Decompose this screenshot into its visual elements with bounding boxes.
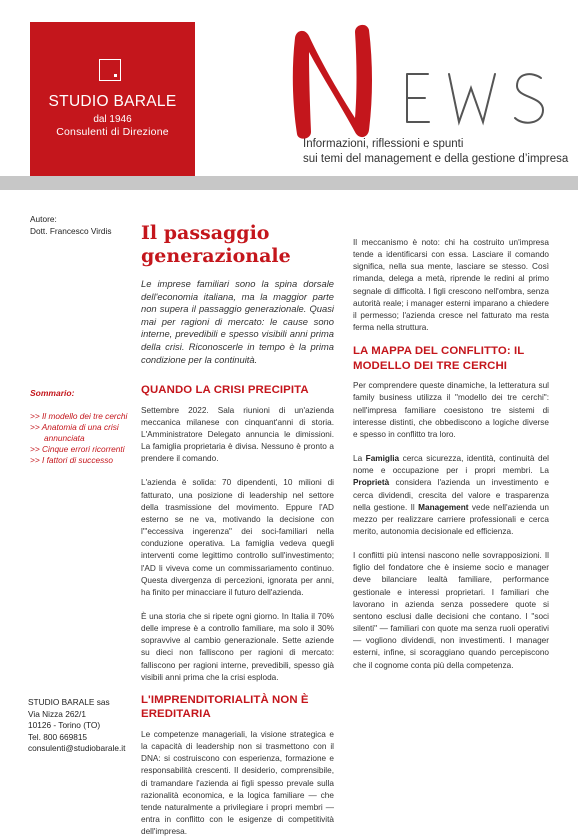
street-address: Via Nizza 262/1 [28,708,86,719]
paragraph: Settembre 2022. Sala riunioni di un'azienda meccanica milanese con cinquant'anni di storia. L'Amministratore Delegato annuncia le dimissioni. La famiglia proprietaria è divisa. Nessuno è pronto a prendere il comando. [141,405,334,464]
author-block [30,214,130,237]
summary-list [30,411,130,466]
logo-name: STUDIO BARALE [48,93,177,110]
phone-number: Tel. 800 669815 [28,731,88,742]
term-proprieta: Proprietà [353,478,390,488]
article-column-1 [141,222,334,838]
section-heading-conflict-map: LA MAPPA DEL CONFLITTO: IL MODELLO DEI TRE CERCHI [353,345,525,372]
author-label: Autore: [30,214,57,224]
article-title: Il passaggio generazionale [141,222,291,267]
tagline-line-1: Informazioni, riflessioni e spunti [303,138,464,150]
email-link[interactable]: consulenti@studiobarale.it [28,743,126,754]
summary-item[interactable]: >> Il modello dei tre cerchi [30,411,128,421]
logo-square-icon [99,59,121,81]
header-divider-band [0,176,578,190]
paragraph-three-circles: La Famiglia cerca sicurezza, identità, continuità del nome e occupazione per i propri membri. La Proprietà considera l'azienda un investimento e cerca dividendi, crescita del valore e trasparenza nella gestione. Il Management vede nell'azienda un mezzo per realizzare carriere professionali e cerca merito, autonomia decisionale ed efficienza. [353,454,550,536]
company-name: STUDIO BARALE sas [28,697,110,707]
term-famiglia: Famiglia [365,454,400,464]
tagline-line-2: sui temi del management e della gestione d’impresa [303,153,569,165]
section-heading-crisis: QUANDO LA CRISI PRECIPITA [141,384,309,397]
term-management: Management [418,502,469,512]
news-masthead [283,18,578,140]
logo-subtitle: Consulenti di Direzione [56,126,169,138]
paragraph: Il meccanismo è noto: chi ha costruito un'impresa tende a identificarsi con essa. Lasciare il comando significa, nella sua mente, lasciare se stesso. Così rimanda, delega a metà, riprende le redini al primo segnale di difficoltà. I figli crescono nell'ombra, senza autorità reale; i manager esterni imparano a chiedere il permesso; l'azienda cresce nel fatturato ma resta ferma nella struttura. [353,238,549,333]
paragraph: L'azienda è solida: 70 dipendenti, 10 milioni di fatturato, una posizione di leadership nel settore della trasmissione del movimento. Eppure l'AD esterno se ne va, motivando la decisione con l'"eccessiva ingerenza" dei soci-familiari nella conduzione operativa. La famiglia vedeva quegli interventi come legittimo controllo sull'investimento; l'AD li viveva come un commissariamento continuo. Questa divergenza di percezioni, ignorata per anni, ha finito per minacciare il futuro dell'azienda. [141,478,334,597]
article-column-2 [353,237,549,672]
section-heading-entrepreneurship: L'IMPRENDITORIALITÀ NON È EREDITARIA [141,693,309,721]
summary-item[interactable]: >> Cinque errori ricorrenti [30,444,125,454]
summary-item[interactable]: >> Anatomia di una crisi annunciata [30,422,119,443]
city-address: 10126 - Torino (TO) [28,720,101,731]
paragraph: Le competenze manageriali, la visione strategica e la capacità di leadership non si trasmettono con il DNA: si costruiscono con esperienza, formazione e responsabilità crescenti. Il desiderio, comprensibile, di tramandare l'azienda ai figli spesso prevale sulla razionalità economica, e la logica familiare — che tende naturalmente a privilegiare i propri membri — entra in conflitto con le esigenze di competitività dell'impresa. [141,729,334,837]
logo-since: dal 1946 [93,114,132,125]
paragraph: È una storia che si ripete ogni giorno. In Italia il 70% delle imprese è a controllo familiare, ma solo il 30% sopravvive al cambio generazionale. Sette aziende su dieci non falliscono per ragioni di mercato: falliscono per ragioni interne, prevedibili, spesso già visibili anni prima che la crisi esploda. [141,612,334,682]
summary-title: Sommario: [30,388,75,398]
news-tagline [303,137,573,167]
summary-item[interactable]: >> I fattori di successo [30,455,114,465]
paragraph: I conflitti più intensi nascono nelle sovrapposizioni. Il figlio del fondatore che è insieme socio e manager deve bilanciare lealtà familiare, performance gestionale e interessi proprietari. I familiari che lavorano in azienda senza possedere quote si sentono esclusi dalle decisioni che contano. I "soci silenti" — familiari con quote ma senza ruoli operativi — vogliono dividendi, non investimenti. I manager esterni, infine, si scoraggiano quando percepiscono che il cognome conta più della competenza. [353,551,549,670]
studio-barale-logo [30,22,195,176]
contact-address [28,697,138,755]
author-name: Dott. Francesco Virdis [30,225,112,236]
paragraph: Per comprendere queste dinamiche, la letteratura sul family business utilizza il "modello dei tre cerchi": nell'impresa familiare coesistono tre sistemi di interesse distinti, che obbediscono a logiche diverse e spesso in conflitto tra loro. [353,381,549,439]
article-lead: Le imprese familiari sono la spina dorsale dell'economia italiana, ma la maggior parte non supera il passaggio generazionale. Quasi mai per ragioni di mercato: le cause sono interne, prevedibili e spesso visibili anni prima della crisi. Riconoscerle in tempo è la prima condizione per la continuità. [141,278,334,365]
